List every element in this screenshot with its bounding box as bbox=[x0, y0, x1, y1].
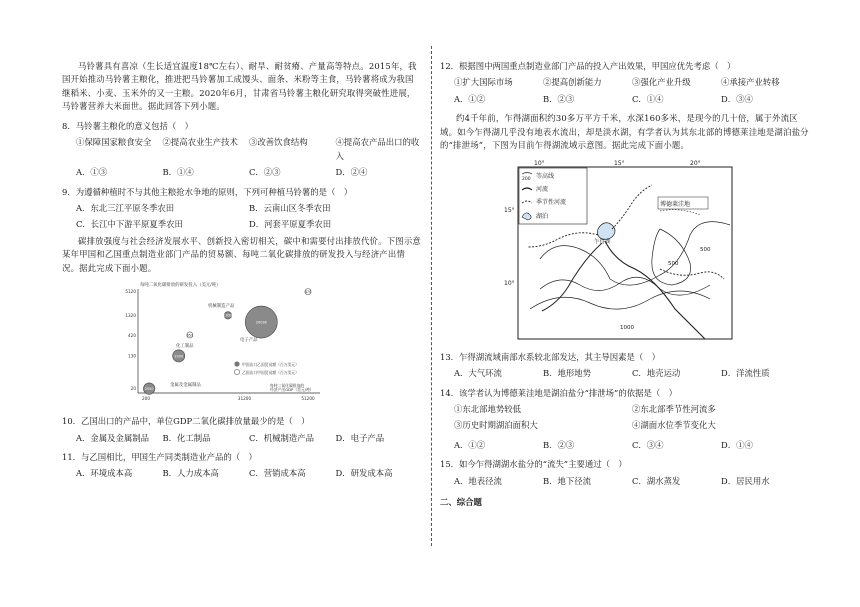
question-9-stem: 9．为遵循种植时不与其他主粮抢水争地的原则，下列可种植马铃薯的是（ ） bbox=[62, 186, 353, 197]
question-12-stem: 12．根据图中两国重点制造业部门产品的投入产出效果，甲国应优先考虑（ ） bbox=[440, 61, 736, 71]
q8-opt-1: ①保障国家粮食安全 bbox=[76, 137, 152, 148]
right-column bbox=[440, 60, 810, 510]
question-14-stem: 14．该学者认为博德莱洼地是湖泊盐分“排泄场”的依据是（ ） bbox=[440, 387, 677, 398]
section-2-heading: 二、综合题 bbox=[440, 497, 482, 508]
map-lon-15: 15° bbox=[614, 159, 625, 167]
q9-choice-a[interactable]: A．东北三江平原冬季农田 bbox=[76, 202, 175, 213]
q15-choice-a[interactable]: A．地表径流 bbox=[454, 475, 502, 486]
contour-500-label-a: 500 bbox=[700, 246, 711, 253]
contour-1000-label: 1000 bbox=[620, 324, 634, 331]
x-tick-label: 31200 bbox=[237, 396, 252, 402]
y-axis-label: 每吨二氧化碳排放的研发投入（美元/吨） bbox=[140, 283, 221, 289]
y-tick-label: 420 bbox=[128, 332, 136, 338]
q14-opt-3: ③历史时期湖泊面积大 bbox=[454, 420, 538, 431]
legend-dot-1 bbox=[234, 362, 239, 367]
question-11-stem: 11．与乙国相比，甲国生产同类制造业产品的（ ） bbox=[62, 452, 257, 462]
question-14-choices bbox=[440, 439, 810, 452]
label-chem: 化工制品 bbox=[176, 344, 194, 350]
x-axis-label-2: 经济产出GDP（美元/吨） bbox=[270, 387, 314, 393]
q8-opt-2: ②提高农业生产技术 bbox=[162, 137, 238, 148]
y-tick-label: 5120 bbox=[125, 289, 136, 295]
q8-choice-d[interactable]: D．②④ bbox=[335, 167, 368, 178]
q14-choice-b[interactable]: B．②③ bbox=[543, 439, 575, 450]
y-tick-label: 1320 bbox=[125, 312, 136, 318]
q10-choice-a[interactable]: A．金属及金属制品 bbox=[76, 432, 150, 443]
question-11-choices bbox=[62, 467, 422, 480]
q11-choice-a[interactable]: A．环境成本高 bbox=[76, 468, 133, 479]
q13-choice-b[interactable]: B．地形地势 bbox=[543, 368, 592, 379]
q13-choice-c[interactable]: C．地壳运动 bbox=[632, 368, 681, 379]
question-9 bbox=[62, 186, 422, 235]
point-value-label: 20036 bbox=[255, 320, 267, 325]
q15-choice-b[interactable]: B．地下径流 bbox=[543, 475, 592, 486]
q8-choice-a[interactable]: A．①③ bbox=[76, 167, 108, 178]
question-11 bbox=[62, 451, 422, 481]
label-elec: 电子产品 bbox=[240, 338, 258, 344]
q11-choice-c[interactable]: C．营销成本高 bbox=[249, 468, 306, 479]
question-8-choices bbox=[62, 166, 422, 179]
scatter-chart bbox=[120, 281, 330, 409]
question-10 bbox=[62, 415, 422, 445]
legend-lake: 湖泊 bbox=[536, 212, 549, 220]
point-value-label: 2550 bbox=[144, 387, 154, 392]
q13-choice-a[interactable]: A．大气环流 bbox=[454, 368, 502, 379]
question-15-choices bbox=[440, 475, 810, 488]
q12-choice-b[interactable]: B．②③ bbox=[543, 93, 575, 104]
q14-opt-2: ②东北部季节性河流多 bbox=[632, 403, 716, 414]
legend-200: 200 bbox=[522, 176, 531, 182]
x-tick-labels bbox=[142, 396, 315, 401]
legend-contour: 等高线 bbox=[536, 172, 555, 180]
q8-choice-b[interactable]: B．①④ bbox=[162, 167, 194, 178]
x-tick-label: 51200 bbox=[301, 396, 315, 402]
question-10-stem: 10．乙国出口的产品中，单位GDP二氧化碳排放量最少的是（ ） bbox=[62, 416, 310, 427]
question-10-choices bbox=[62, 432, 422, 445]
q8-choice-c[interactable]: C．②③ bbox=[249, 167, 281, 178]
question-15-stem: 15．如今乍得湖湖水盐分的“流失”主要通过（ ） bbox=[440, 459, 627, 470]
legend-2: 乙国出口甲国贸易额（百万美元） bbox=[242, 370, 299, 376]
left-column bbox=[62, 60, 422, 481]
q15-choice-c[interactable]: C．湖水蒸发 bbox=[632, 475, 681, 486]
y-tick-label: 20 bbox=[130, 386, 136, 392]
x-tick-label: 200 bbox=[142, 396, 150, 402]
question-12 bbox=[440, 60, 810, 106]
q11-choice-d[interactable]: D．研发成本高 bbox=[335, 468, 393, 479]
question-15 bbox=[440, 458, 810, 488]
point-value-label: 1059 bbox=[223, 313, 233, 318]
q12-opt-3: ③强化产业升级 bbox=[632, 77, 691, 88]
point-value-label: 2900 bbox=[174, 354, 184, 359]
q9-choice-c[interactable]: C．长江中下游平原夏季农田 bbox=[76, 219, 183, 230]
q11-choice-b[interactable]: B．人力成本高 bbox=[162, 468, 219, 479]
question-8-stem: 8．马铃薯主粮化的意义包括（ ） bbox=[62, 120, 193, 131]
question-9-choices bbox=[62, 202, 422, 235]
q15-choice-d[interactable]: D．居民用水 bbox=[721, 475, 770, 486]
map-lat-15: 15° bbox=[504, 206, 515, 214]
point-value-label: 651 bbox=[186, 333, 194, 338]
question-13 bbox=[440, 351, 810, 381]
legend-1: 甲国出口乙国贸易额（百万美元） bbox=[242, 362, 299, 368]
map-lon-10: 10° bbox=[534, 159, 545, 167]
q12-opt-2: ②提高创新能力 bbox=[543, 77, 602, 88]
y-tick-labels bbox=[125, 289, 136, 391]
q13-choice-d[interactable]: D．洋流性质 bbox=[721, 368, 770, 379]
legend-seasonal: 季节性河流 bbox=[536, 198, 567, 206]
q12-choice-c[interactable]: C．①④ bbox=[632, 93, 664, 104]
label-mech: 机械制造产品 bbox=[208, 304, 235, 310]
q12-opt-1: ①扩大国际市场 bbox=[454, 77, 513, 88]
y-tick-label: 130 bbox=[128, 353, 136, 359]
q8-opt-4: ④提高农产品出口的收入 bbox=[335, 137, 420, 161]
map-lon-20: 20° bbox=[690, 159, 701, 167]
label-chad: 乍得湖 bbox=[594, 238, 611, 245]
x-axis-label-1: 每吨二氧化碳排放的 bbox=[270, 383, 305, 389]
q10-choice-d[interactable]: D．电子产品 bbox=[335, 432, 385, 443]
map-lat-10: 10° bbox=[504, 279, 515, 287]
chad-basin-map bbox=[504, 159, 738, 345]
intro-potato: 马铃薯具有喜凉（生长适宜温度18℃左右）、耐旱、耐贫瘠、产量高等特点。2015年，我国开始推动马铃薯主粮化，推进把马铃薯加工成馒头、面条、米粉等主食，马铃薯将成为我国继稻米、小麦、玉米外的又一主粮。2020年6月，甘肃省马铃薯主粮化研究取得突破性进展，马铃薯营养大米面世。据此回答下列小题。 bbox=[62, 61, 417, 112]
q12-choice-a[interactable]: A．①② bbox=[454, 93, 486, 104]
q12-opt-4: ④承接产业转移 bbox=[721, 77, 780, 88]
q14-opt-4: ④湖面水位季节变化大 bbox=[632, 420, 716, 431]
question-12-choices bbox=[440, 93, 810, 106]
legend-dot-2 bbox=[234, 370, 239, 375]
question-12-options bbox=[440, 76, 810, 89]
question-8 bbox=[62, 120, 422, 180]
contour-500-label-b: 500 bbox=[668, 260, 679, 267]
label-bodele: 博德莱洼地 bbox=[660, 200, 691, 208]
column-divider bbox=[431, 46, 432, 546]
question-14 bbox=[440, 387, 810, 453]
point-value-label: 470 bbox=[304, 290, 312, 295]
question-8-options bbox=[62, 136, 422, 163]
question-14-options bbox=[440, 403, 810, 436]
label-metal: 金属及金属制品 bbox=[170, 383, 201, 389]
q14-opt-1: ①东北部地势较低 bbox=[454, 403, 521, 414]
legend-river: 河流 bbox=[536, 185, 549, 193]
q14-choice-d[interactable]: D．①④ bbox=[721, 439, 753, 450]
q10-choice-c[interactable]: C．机械制造产品 bbox=[249, 432, 315, 443]
q9-choice-d[interactable]: D．河套平原夏季农田 bbox=[249, 219, 332, 230]
q14-choice-a[interactable]: A．①② bbox=[454, 439, 486, 450]
q9-choice-b[interactable]: B．云南山区冬季农田 bbox=[249, 202, 331, 213]
question-13-choices bbox=[440, 367, 810, 380]
intro-carbon: 碳排放强度与社会经济发展水平、创新投入密切相关，碳中和需要付出排放代价。下图示意某年甲国和乙国重点制造业部门产品的贸易额、每吨二氧化碳排放的研发投入与经济产出情况。据此完成下面小题。 bbox=[62, 235, 421, 273]
question-13-stem: 13．乍得湖流域南部水系较北部发达，其主导因素是（ ） bbox=[440, 351, 661, 362]
intro-chad: 约4千年前，乍得湖面积约30多万平方千米，水深160多米，是现今的几十倍，属于外流区域。如今乍得湖几乎没有地表水流出，却是淡水湖，有学者认为其东北部的博德莱洼地是湖泊盐分的“排泄场”，下图为目前乍得湖流域示意图。据此完成下面小题。 bbox=[440, 113, 809, 151]
q14-choice-c[interactable]: C．③④ bbox=[632, 439, 664, 450]
q8-opt-3: ③改善饮食结构 bbox=[249, 137, 308, 148]
q10-choice-b[interactable]: B．化工制品 bbox=[162, 432, 211, 443]
q12-choice-d[interactable]: D．③④ bbox=[721, 93, 753, 104]
